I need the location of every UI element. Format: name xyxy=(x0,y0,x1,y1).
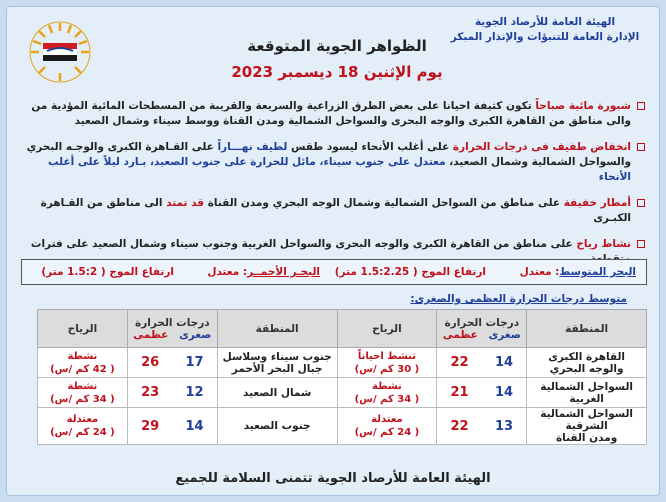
col-max: عظمى xyxy=(133,328,169,341)
wind-speed: ( 24 كم /س) xyxy=(354,427,420,438)
min-temp: 14 xyxy=(185,418,204,434)
table-header-row xyxy=(38,310,647,348)
org-header xyxy=(445,15,645,45)
forecast-date: يوم الإثنين 18 ديسمبر 2023 xyxy=(231,63,443,81)
phenomenon-name: شبورة مائية صباحاً xyxy=(535,100,631,112)
wind-state: نشطة xyxy=(372,380,402,392)
region-cell: جنوب سيناء وسلاسل جبال البحر الأحمر xyxy=(217,348,337,378)
page-title: الظواهر الجوية المتوقعة xyxy=(247,37,427,55)
temps-cell xyxy=(437,348,527,378)
square-bullet-icon xyxy=(637,240,645,248)
max-temp: 23 xyxy=(141,385,160,400)
table-row xyxy=(38,408,647,445)
temps-cell xyxy=(437,378,527,408)
max-temp: 22 xyxy=(450,418,469,434)
col-region: المنطقة xyxy=(217,310,337,348)
phenomenon-text: على أغلب الأنحاء ليسود طقس xyxy=(287,141,453,153)
min-temp: 12 xyxy=(185,385,204,400)
col-temps-label: درجات الحرارة xyxy=(135,316,210,329)
temps-cell xyxy=(127,408,217,445)
region-cell: القاهرة الكبرى والوجه البحري xyxy=(527,348,647,378)
min-temp: 14 xyxy=(494,385,514,400)
phenomenon-name: نشاط رياح xyxy=(576,238,631,250)
min-temp: 14 xyxy=(494,355,514,370)
wind-state: تنشط احياناً xyxy=(357,350,417,362)
col-min: صغرى xyxy=(179,328,212,341)
max-temp: 22 xyxy=(450,355,469,370)
temps-cell xyxy=(127,378,217,408)
table-row xyxy=(38,378,647,408)
org-name: الهيئة العامة للأرصاد الجوية xyxy=(474,16,616,28)
region-cell: السواحل الشمالية الغربية xyxy=(527,378,647,408)
list-item xyxy=(21,140,647,185)
phenomenon-text: على القـاهرة الكبرى والوجـه البحري والسواحل الشمالية وشمال الصعيد، xyxy=(26,141,631,168)
min-temp: 13 xyxy=(494,418,514,434)
bulletin-page xyxy=(6,6,660,496)
col-temps-label: درجات الحرارة xyxy=(444,316,520,329)
wind-speed: ( 34 كم /س) xyxy=(354,393,420,405)
col-wind: الرياح xyxy=(337,310,437,348)
sea-red-label xyxy=(207,266,320,278)
temps-cell xyxy=(127,348,217,378)
list-item xyxy=(21,99,647,129)
wind-speed: ( 30 كم /س) xyxy=(354,363,420,375)
wind-speed: ( 42 كم /س) xyxy=(50,363,115,375)
table-row xyxy=(38,348,647,378)
col-region: المنطقة xyxy=(527,310,647,348)
col-wind: الرياح xyxy=(38,310,128,348)
max-temp: 21 xyxy=(450,385,469,400)
col-temps xyxy=(437,310,527,348)
phenomenon-highlight: قد تمتد xyxy=(166,197,205,209)
min-temp: 17 xyxy=(185,355,204,370)
sea-red-name: البحـر الأحمــر xyxy=(247,266,320,278)
list-item xyxy=(21,196,647,226)
wind-speed: ( 34 كم /س) xyxy=(50,393,115,405)
phenomenon-text: الى مناطق من القـاهرة الكبـرى xyxy=(40,197,631,224)
phenomenon-text: تكون كثيفة احيانا على بعض الطرق الزراعية والسريعة والقريبة من المسطحات المائية المؤدية من والى مناطق من القاهرة الكبرى والوجه البحرى والسواحل الشمالية ومدن القناة ووسط سيناء وشمال الصعيد xyxy=(31,100,631,127)
wind-cell xyxy=(337,408,437,445)
sea-med-state: : معتدل xyxy=(519,266,560,278)
wind-state: معتدلة xyxy=(371,414,403,425)
sea-red-state: : معتدل xyxy=(207,266,248,278)
sea-red-wave: ارتفاع الموج ( 1.5:2 متر) xyxy=(41,266,174,278)
phenomenon-highlight: معتدل على جنوب سيناء، مائل للحرارة على جنوب الصعيد، بـارد ليلاً على أغلب الأنحاء xyxy=(48,156,631,183)
avg-temps-heading: متوسط درجات الحرارة العظمى والصغرى: xyxy=(410,293,627,305)
wind-state: معتدلة xyxy=(66,414,99,425)
sea-state-box xyxy=(21,259,647,285)
phenomenon-text: على مناطق من السواحل الشمالية وشمال الوجه البحري ومدن القناة xyxy=(204,197,564,209)
wind-cell xyxy=(337,378,437,408)
col-min: صغرى xyxy=(488,328,521,341)
col-max: عظمى xyxy=(442,328,478,341)
wind-cell xyxy=(337,348,437,378)
region-cell: السواحل الشمالية الشرقية ومدن القناة xyxy=(527,408,647,445)
region-cell: شمال الصعيد xyxy=(217,378,337,408)
temps-cell xyxy=(437,408,527,445)
wind-state: نشطة xyxy=(67,380,98,392)
sea-med-wave: ارتفاع الموج ( 1.5:2.25 متر) xyxy=(334,266,486,278)
max-temp: 29 xyxy=(141,418,160,434)
phenomenon-name: أمطار خفيفة xyxy=(563,197,631,209)
max-temp: 26 xyxy=(141,355,160,370)
square-bullet-icon xyxy=(637,143,645,151)
wind-cell xyxy=(38,348,128,378)
footer-message: الهيئة العامة للأرصاد الجوية تتمنى السلامة للجميع xyxy=(175,471,491,486)
square-bullet-icon xyxy=(637,102,645,110)
phenomenon-text: على مناطق من القاهرة الكبرى والوجه البحرى والسواحل الغربية وجنوب سيناء وشمال الصعيد على فترات xyxy=(30,238,573,250)
org-department: الإدارة العامة للتنبؤات والإنذار المبكر xyxy=(450,31,640,43)
wind-state: نشطة xyxy=(67,350,98,362)
sea-med-name: البحر المتوسط xyxy=(559,266,636,278)
phenomenon-highlight: لطيف نهـــاراً xyxy=(217,141,288,153)
sea-med-label xyxy=(520,266,636,278)
phenomena-list xyxy=(21,99,647,278)
wind-cell xyxy=(38,408,128,445)
square-bullet-icon xyxy=(637,199,645,207)
wind-speed: ( 24 كم /س) xyxy=(50,427,115,438)
wind-cell xyxy=(38,378,128,408)
col-temps xyxy=(127,310,217,348)
temperature-table xyxy=(37,309,647,445)
ema-logo-icon xyxy=(29,21,91,83)
region-cell: جنوب الصعيد xyxy=(217,408,337,445)
phenomenon-name: انخفاض طفيف فى درجات الحرارة xyxy=(452,141,631,153)
